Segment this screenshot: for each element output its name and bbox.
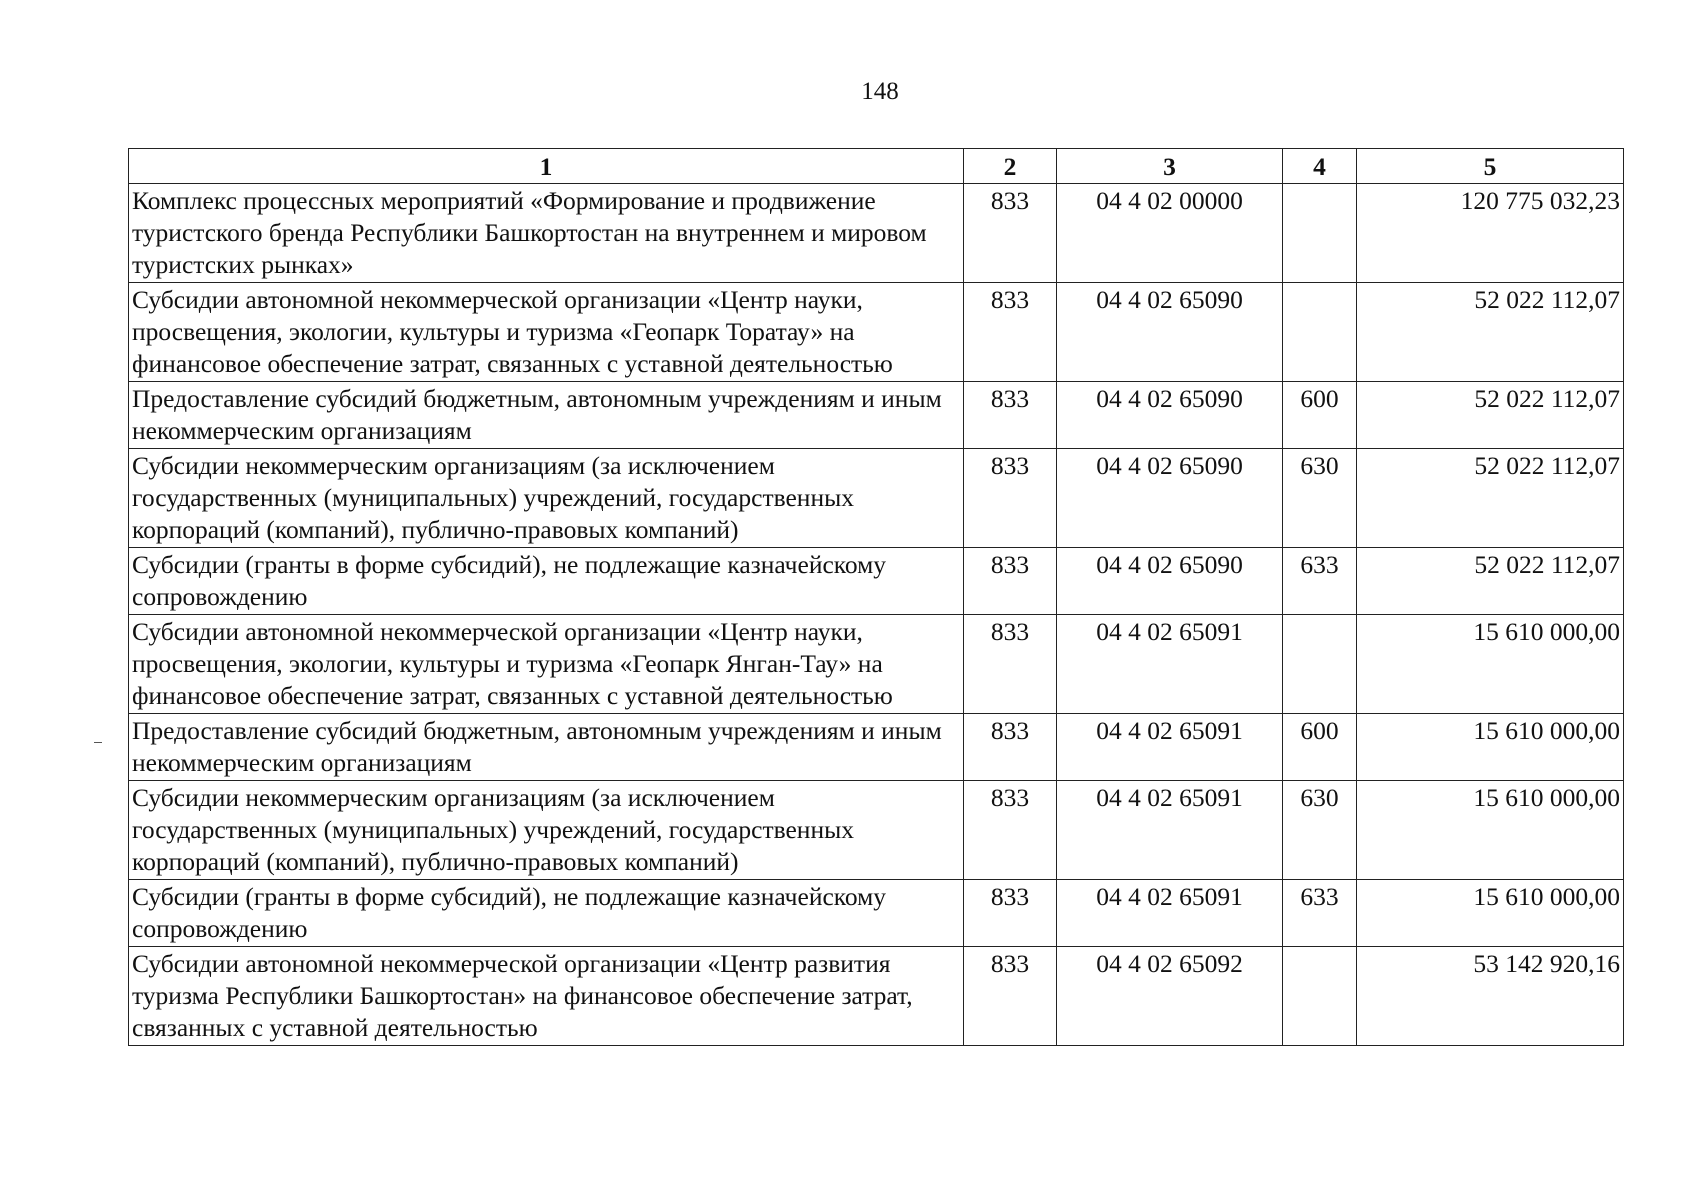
row-amount: 53 142 920,16 xyxy=(1357,947,1624,1046)
row-ministry-code: 833 xyxy=(964,880,1057,947)
row-ministry-code: 833 xyxy=(964,283,1057,382)
row-target-code: 04 4 02 65091 xyxy=(1057,880,1283,947)
row-target-code: 04 4 02 65091 xyxy=(1057,615,1283,714)
column-header-2: 2 xyxy=(964,149,1057,184)
row-name: Субсидии автономной некоммерческой организации «Центр науки, просвещения, экологии, культуры и туризма «Геопарк Янган-Тау» на финансовое обеспечение затрат, связанных с уставной деятельностью xyxy=(129,615,964,714)
row-expense-type xyxy=(1283,947,1357,1046)
row-target-code: 04 4 02 65091 xyxy=(1057,781,1283,880)
row-target-code: 04 4 02 65092 xyxy=(1057,947,1283,1046)
table-row xyxy=(129,382,1624,449)
row-name: Субсидии (гранты в форме субсидий), не подлежащие казначейскому сопровождению xyxy=(129,880,964,947)
row-expense-type xyxy=(1283,184,1357,283)
row-target-code: 04 4 02 65090 xyxy=(1057,382,1283,449)
table-row xyxy=(129,548,1624,615)
row-target-code: 04 4 02 65090 xyxy=(1057,449,1283,548)
row-expense-type: 630 xyxy=(1283,449,1357,548)
table-row xyxy=(129,449,1624,548)
column-header-1: 1 xyxy=(129,149,964,184)
table-row xyxy=(129,880,1624,947)
row-amount: 15 610 000,00 xyxy=(1357,781,1624,880)
row-expense-type xyxy=(1283,615,1357,714)
table-row xyxy=(129,615,1624,714)
row-expense-type: 633 xyxy=(1283,548,1357,615)
row-target-code: 04 4 02 00000 xyxy=(1057,184,1283,283)
row-target-code: 04 4 02 65090 xyxy=(1057,283,1283,382)
row-name: Предоставление субсидий бюджетным, автономным учреждениям и иным некоммерческим организациям xyxy=(129,382,964,449)
row-expense-type: 600 xyxy=(1283,714,1357,781)
row-ministry-code: 833 xyxy=(964,714,1057,781)
page-number: 148 xyxy=(861,78,899,105)
row-name: Субсидии автономной некоммерческой организации «Центр развития туризма Республики Башкортостан» на финансовое обеспечение затрат, связанных с уставной деятельностью xyxy=(129,947,964,1046)
row-name: Предоставление субсидий бюджетным, автономным учреждениям и иным некоммерческим организациям xyxy=(129,714,964,781)
row-ministry-code: 833 xyxy=(964,781,1057,880)
table-row xyxy=(129,283,1624,382)
row-expense-type xyxy=(1283,283,1357,382)
row-name: Субсидии автономной некоммерческой организации «Центр науки, просвещения, экологии, культуры и туризма «Геопарк Торатау» на финансовое обеспечение затрат, связанных с уставной деятельностью xyxy=(129,283,964,382)
row-name: Субсидии (гранты в форме субсидий), не подлежащие казначейскому сопровождению xyxy=(129,548,964,615)
row-ministry-code: 833 xyxy=(964,184,1057,283)
column-header-5: 5 xyxy=(1357,149,1624,184)
table-row xyxy=(129,947,1624,1046)
row-amount: 15 610 000,00 xyxy=(1357,880,1624,947)
table-row xyxy=(129,714,1624,781)
table-row xyxy=(129,184,1624,283)
table-row xyxy=(129,781,1624,880)
row-expense-type: 633 xyxy=(1283,880,1357,947)
row-amount: 120 775 032,23 xyxy=(1357,184,1624,283)
column-header-4: 4 xyxy=(1283,149,1357,184)
row-name: Субсидии некоммерческим организациям (за исключением государственных (муниципальных) учреждений, государственных корпораций (компаний), публично-правовых компаний) xyxy=(129,449,964,548)
row-ministry-code: 833 xyxy=(964,449,1057,548)
row-name: Субсидии некоммерческим организациям (за исключением государственных (муниципальных) учреждений, государственных корпораций (компаний), публично-правовых компаний) xyxy=(129,781,964,880)
row-amount: 52 022 112,07 xyxy=(1357,283,1624,382)
row-expense-type: 630 xyxy=(1283,781,1357,880)
row-ministry-code: 833 xyxy=(964,947,1057,1046)
row-ministry-code: 833 xyxy=(964,548,1057,615)
budget-table xyxy=(128,148,1624,1046)
column-header-3: 3 xyxy=(1057,149,1283,184)
row-amount: 15 610 000,00 xyxy=(1357,714,1624,781)
row-amount: 52 022 112,07 xyxy=(1357,548,1624,615)
table-header-row xyxy=(129,149,1624,184)
row-target-code: 04 4 02 65090 xyxy=(1057,548,1283,615)
row-name: Комплекс процессных мероприятий «Формирование и продвижение туристского бренда Республики Башкортостан на внутреннем и мировом туристских рынках» xyxy=(129,184,964,283)
row-amount: 52 022 112,07 xyxy=(1357,449,1624,548)
row-ministry-code: 833 xyxy=(964,382,1057,449)
row-target-code: 04 4 02 65091 xyxy=(1057,714,1283,781)
row-ministry-code: 833 xyxy=(964,615,1057,714)
scan-mark xyxy=(94,742,102,743)
row-amount: 15 610 000,00 xyxy=(1357,615,1624,714)
row-amount: 52 022 112,07 xyxy=(1357,382,1624,449)
row-expense-type: 600 xyxy=(1283,382,1357,449)
